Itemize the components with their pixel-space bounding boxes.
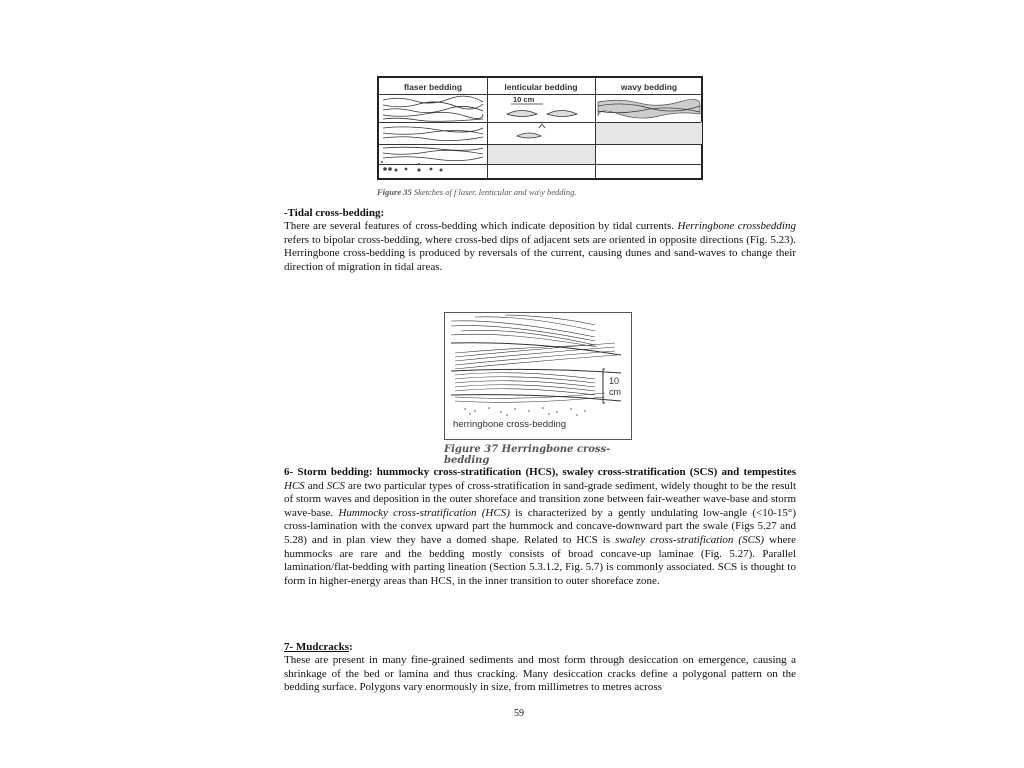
text-run: are two particular types of cross-stratification in sand-grade sediment, widely thought to be the result of storm waves and deposition in the outer shoreface and transition zone between fair-weather wave-base and storm wave-base.	[284, 479, 796, 519]
header-lenticular-bedding: lenticular bedding	[504, 82, 578, 92]
heading-colon: :	[349, 641, 353, 653]
page-number: 59	[514, 708, 524, 719]
herringbone-sketch	[445, 313, 631, 439]
mudcracks-paragraph: These are present in many fine-grained sediments and most form through desiccation on emergence, causing a shrinkage of the bed or lamina and thus cracking. Many desiccation cracks define a polygonal pattern on the bedding surface. Polygons vary enormously in size, from millimetres to metres across	[284, 654, 796, 694]
figure-37-image	[444, 312, 632, 440]
scale-number: 10	[609, 376, 620, 386]
text-run: where hummocks are rare and the bedding mostly consists of broad concave-up laminae (Fig. 5.27). Parallel lamination/flat-bedding with parting lineation (Section 5.3.1.2, Fig. 5.7) is commonly associated. SCS is thought to form in higher-energy areas than HCS, in the inner transition to outer shoreface zone.	[284, 533, 796, 587]
figure-35-table	[377, 76, 703, 180]
header-flaser-bedding: flaser bedding	[403, 82, 463, 92]
bedding-sketches	[379, 78, 701, 178]
scale-unit: cm	[609, 387, 621, 397]
caption-text: Sketches of f laser. lenticular and wa\y bedding.	[413, 187, 577, 197]
text-run: and	[304, 479, 327, 492]
term-scs: SCS	[326, 479, 346, 492]
text-run: refers to bipolar cross-bedding, where cross-bed dips of adjacent sets are oriented in opposite directions (Fig. 5.23). Herringbone cross-bedding is produced by reversals of the current, causing dunes and sand-waves to change their direction of migration in tidal areas.	[284, 233, 796, 273]
section-heading-storm: 6- Storm bedding: hummocky cross-stratification (HCS), swaley cross-stratification (SCS) and tempestites	[284, 466, 796, 478]
storm-paragraph	[284, 466, 796, 588]
section-heading-mudcracks	[284, 641, 353, 653]
term-hcs: HCS	[284, 479, 305, 492]
figure-35-caption	[377, 187, 577, 197]
tidal-paragraph	[284, 220, 796, 274]
text-run: is characterized by a gently undulating low-angle (<10-15°) cross-lamination with the convex upward part the hummock and concave-downward part the swale (Figs 5.27 and 5.28) and in plan view they have a domed shape. Related to HCS is	[284, 506, 796, 546]
section-heading-tidal: -Tidal cross-bedding:	[284, 207, 385, 219]
term-swaley: swaley cross-stratification (SCS)	[615, 533, 765, 546]
scale-label-10cm: 10 cm	[513, 95, 535, 104]
caption-label: Figure 35	[377, 187, 412, 197]
text-run: There are several features of cross-bedding which indicate deposition by tidal currents.	[284, 220, 678, 232]
mudcracks-title: 7- Mudcracks	[284, 641, 350, 653]
figure-37-label: herringbone cross-bedding	[453, 419, 567, 430]
term-herringbone: Herringbone crossbedding	[677, 220, 796, 232]
figure-37-caption: Figure 37 Herringbone cross-bedding	[444, 444, 611, 466]
header-wavy-bedding: wavy bedding	[620, 82, 678, 92]
term-hummocky: Hummocky cross-stratification (HCS)	[338, 506, 510, 519]
